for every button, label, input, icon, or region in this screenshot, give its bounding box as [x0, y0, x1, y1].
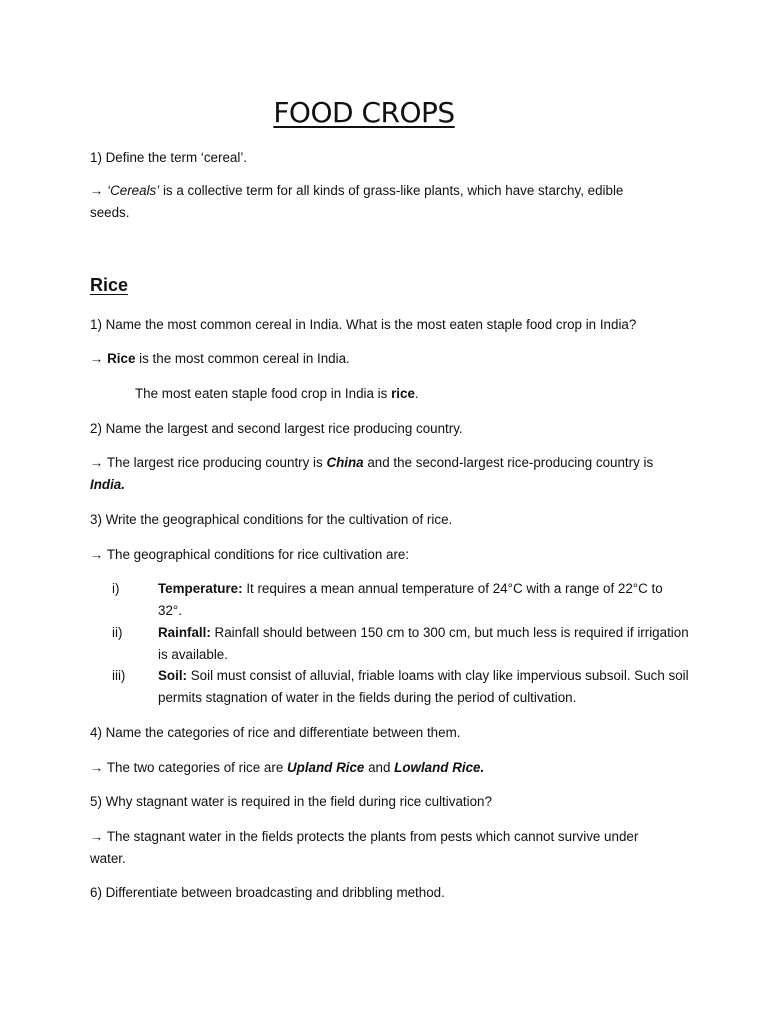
condition-soil	[90, 665, 690, 709]
answer-text: The most eaten staple food crop in India is	[135, 386, 392, 401]
list-number: ii)	[112, 625, 123, 640]
answer-2-line1	[90, 452, 690, 474]
term-cereals: ‘Cereals’	[107, 183, 160, 198]
answer-2-line2	[90, 474, 690, 496]
answer-3-intro: → The geographical conditions for rice cultivation are:	[90, 547, 410, 562]
answer-1b	[135, 383, 735, 405]
answer-text: → The largest rice producing country is	[90, 455, 327, 470]
condition-label: Temperature:	[158, 581, 243, 596]
answer-5-line2: water.	[90, 851, 126, 866]
condition-text: It requires a mean annual temperature of 24°C with a range of 22°C to 32°.	[158, 581, 663, 618]
condition-rainfall	[90, 622, 690, 666]
answer-text: .	[414, 386, 419, 401]
answer-define-cereal-line1	[90, 180, 690, 202]
condition-label: Soil:	[158, 668, 188, 683]
country-india: India.	[90, 477, 125, 492]
answer-text: is a collective term for all kinds of grass-like plants, which have starchy, edible	[159, 183, 624, 198]
arrow: →	[90, 351, 108, 366]
country-china: China	[326, 455, 364, 470]
question-3: 3) Write the geographical conditions for the cultivation of rice.	[90, 512, 453, 527]
list-number: i)	[112, 581, 120, 596]
answer-text: → The two categories of rice are	[90, 760, 287, 775]
answer-1	[90, 348, 690, 370]
arrow: →	[90, 183, 108, 198]
category-lowland: Lowland Rice.	[394, 760, 485, 775]
list-number: iii)	[112, 668, 126, 683]
condition-label: Rainfall:	[158, 625, 211, 640]
answer-define-cereal-line2: seeds.	[90, 205, 130, 220]
question-define-cereal: 1) Define the term ‘cereal’.	[90, 150, 248, 165]
question-5: 5) Why stagnant water is required in the field during rice cultivation?	[90, 794, 492, 809]
section-heading-rice: Rice	[90, 275, 129, 295]
answer-bold: rice	[391, 386, 415, 401]
category-upland: Upland Rice	[286, 760, 365, 775]
question-1: 1) Name the most common cereal in India. What is the most eaten staple food crop in India?	[90, 317, 637, 332]
question-6: 6) Differentiate between broadcasting and dribbling method.	[90, 885, 445, 900]
condition-temperature	[90, 578, 690, 622]
page-title: FOOD CROPS	[273, 96, 455, 129]
condition-text: Soil must consist of alluvial, friable loams with clay like impervious subsoil. Such soil permits stagnation of water in the fields during the period of cultivation.	[158, 668, 689, 705]
answer-4	[90, 757, 690, 779]
answer-5-line1: → The stagnant water in the fields protects the plants from pests which cannot survive under	[90, 829, 639, 844]
answer-text: and the second-largest rice-producing country is	[363, 455, 654, 470]
question-2: 2) Name the largest and second largest rice producing country.	[90, 421, 463, 436]
answer-bold: Rice	[107, 351, 136, 366]
answer-text: is the most common cereal in India.	[135, 351, 350, 366]
answer-text: and	[364, 760, 395, 775]
condition-text: Rainfall should between 150 cm to 300 cm, but much less is required if irrigation is available.	[158, 625, 689, 662]
question-4: 4) Name the categories of rice and differentiate between them.	[90, 725, 461, 740]
